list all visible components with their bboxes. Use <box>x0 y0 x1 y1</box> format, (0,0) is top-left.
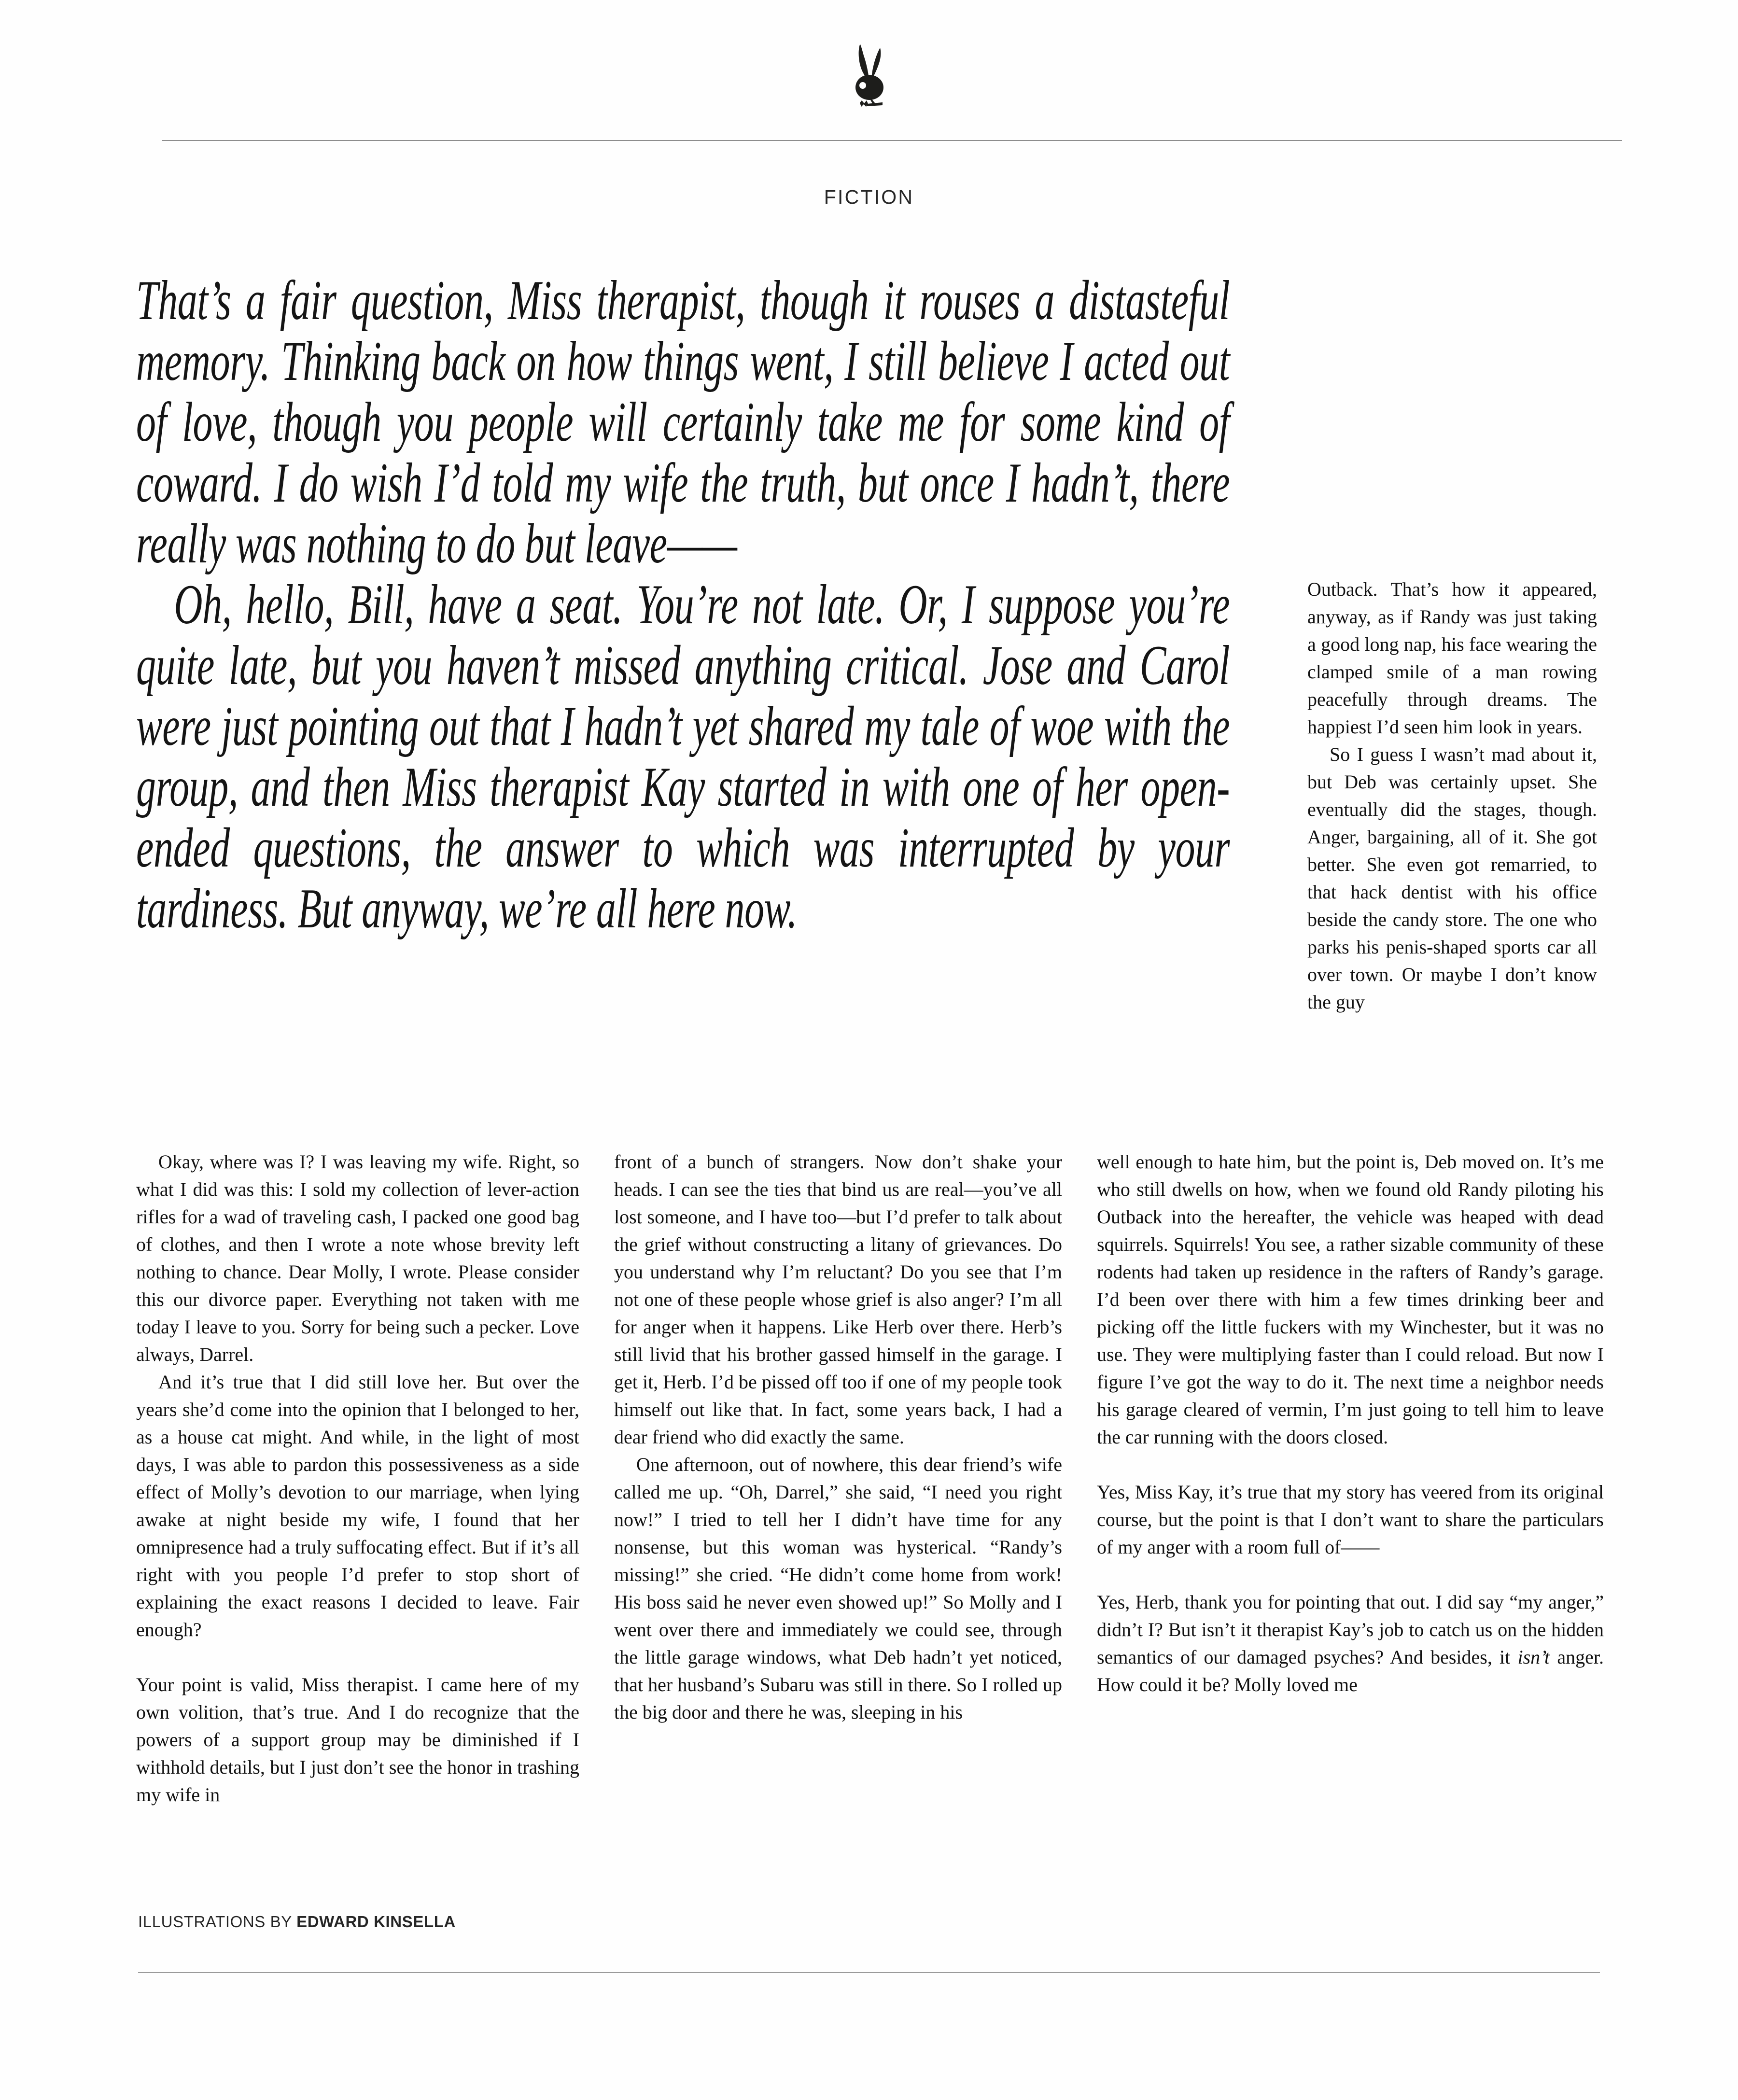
credit-artist-name: EDWARD KINSELLA <box>296 1913 456 1931</box>
narrow-lead-column <box>1307 575 1597 1016</box>
column3-paragraph-3 <box>1097 1588 1604 1698</box>
body-column-3 <box>1097 1148 1604 1887</box>
narrow-paragraph-1: Outback. That’s how it appeared, anyway, as if Randy was just taking a good long nap, his face wearing the clamped smile of a man rowing peacefully through dreams. The happiest I’d seen him look in years. <box>1307 578 1597 738</box>
column3-paragraph-1: well enough to hate him, but the point is, Deb moved on. It’s me who still dwells on how, when we found old Randy piloting his Outback into the hereafter, the vehicle was heaped with dead squirrels. Squirrels! You see, a rather sizable community of these rodents had taken up residence in the rafters of Randy’s garage. I’d been over there with him a few times drinking beer and picking off the little fuckers with my Winchester, but it was no use. They were multiplying faster than I could reload. But now I figure I’ve got the way to do it. The next time a neighbor needs his garage cleared of vermin, I’m just going to tell him to leave the car running with the doors closed. <box>1097 1151 1604 1448</box>
deck-paragraph-1: That’s a fair question, Miss therapist, though it rouses a distasteful memory. Thinking back on how things went, I still believe I acted out of love, though you people will certainly take me for some kind of coward. I do wish I’d told my wife the truth, but once I hadn’t, there really was nothing to do but leave—— <box>136 269 1230 575</box>
column3-paragraph-2: Yes, Miss Kay, it’s true that my story has veered from its original course, but the point is that I don’t want to share the particulars of my anger with a room full of—— <box>1097 1481 1604 1558</box>
column3-paragraph-3-lead: Yes, Herb, thank you for pointing that out. I did say “my anger,” didn’t I? But isn’t it therapist Kay’s job to catch us on the hidden semantics of our damaged psyches? And besides, it <box>1097 1591 1604 1668</box>
credit-prefix: ILLUSTRATIONS BY <box>138 1913 297 1931</box>
narrow-paragraph-2: So I guess I wasn’t mad about it, but Deb was certainly upset. She eventually did the stages, though. Anger, bargaining, all of it. She got better. She even got remarried, to that hack dentist with his office beside the candy store. The one who parks his penis-shaped sports car all over town. Or maybe I don’t know the guy <box>1307 743 1597 1013</box>
column2-paragraph-2: One afternoon, out of nowhere, this dear friend’s wife called me up. “Oh, Darrel,” she said, “I need you right now!” I tried to tell her I didn’t have time for any nonsense, but this woman was hysterical. “Randy’s missing!” she cried. “He didn’t come home from work! His boss said he never even showed up!” So Molly and I went over there and immediately we could see, through the little garage windows, what Deb hadn’t yet noticed, that her husband’s Subaru was still in there. So I rolled up the big door and there he was, sleeping in his <box>614 1454 1062 1723</box>
bottom-divider <box>138 1972 1600 1973</box>
column1-paragraph-2: And it’s true that I did still love her. But over the years she’d come into the opinion that I belonged to her, as a house cat might. And while, in the light of most days, I was able to pardon this possessiveness as a side effect of Molly’s devotion to our marriage, when lying awake at night beside my wife, I found that her omnipresence had a truly suffocating effect. But if it’s all right with you people I’d prefer to stop short of explaining the exact reasons I decided to leave. Fair enough? <box>136 1371 579 1640</box>
display-deck <box>136 270 1230 939</box>
section-kicker: FICTION <box>824 186 914 208</box>
column3-paragraph-3-tail: anger. How could it be? Molly loved me <box>1097 1646 1604 1695</box>
masthead <box>0 39 1738 116</box>
body-columns <box>136 1148 1604 1887</box>
column3-emphasis-isnt: isn’t <box>1517 1646 1550 1668</box>
illustration-credit <box>138 1913 456 1931</box>
column1-paragraph-3: Your point is valid, Miss therapist. I came here of my own volition, that’s true. And I do recognize that the powers of a support group may be diminished if I withhold details, but I just don’t see the honor in trashing my wife in <box>136 1674 579 1806</box>
body-column-1 <box>136 1148 614 1887</box>
column2-paragraph-1: front of a bunch of strangers. Now don’t shake your heads. I can see the ties that bind us are real—you’ve all lost someone, and I have too—but I’d prefer to talk about the grief without constructing a litany of grievances. Do you understand why I’m reluctant? Do you see that I’m not one of these people whose grief is also anger? I’m all for anger when it happens. Like Herb over there. Herb’s still livid that his brother gassed himself in the garage. I get it, Herb. I’d be pissed off too if one of my people took himself out like that. In fact, some years back, I had a dear friend who did exactly the same. <box>614 1151 1062 1448</box>
playboy-bunny-logo <box>840 41 898 113</box>
deck-paragraph-2: Oh, hello, Bill, have a seat. You’re not late. Or, I suppose you’re quite late, but you haven’t missed anything critical. Jose and Carol were just pointing out that I hadn’t yet shared my tale of woe with the group, and then Miss therapist Kay started in with one of her open-ended questions, the answer to which was interrupted by your tardiness. But anyway, we’re all here now. <box>136 574 1230 940</box>
body-column-2 <box>614 1148 1097 1887</box>
column1-paragraph-1: Okay, where was I? I was leaving my wife. Right, so what I did was this: I sold my collection of lever-action rifles for a wad of traveling cash, I packed one good bag of clothes, and then I wrote a note whose brevity left nothing to chance. Dear Molly, I wrote. Please consider this our divorce paper. Everything not taken with me today I leave to you. Sorry for being such a pecker. Love always, Darrel. <box>136 1151 579 1365</box>
top-divider <box>162 140 1622 141</box>
